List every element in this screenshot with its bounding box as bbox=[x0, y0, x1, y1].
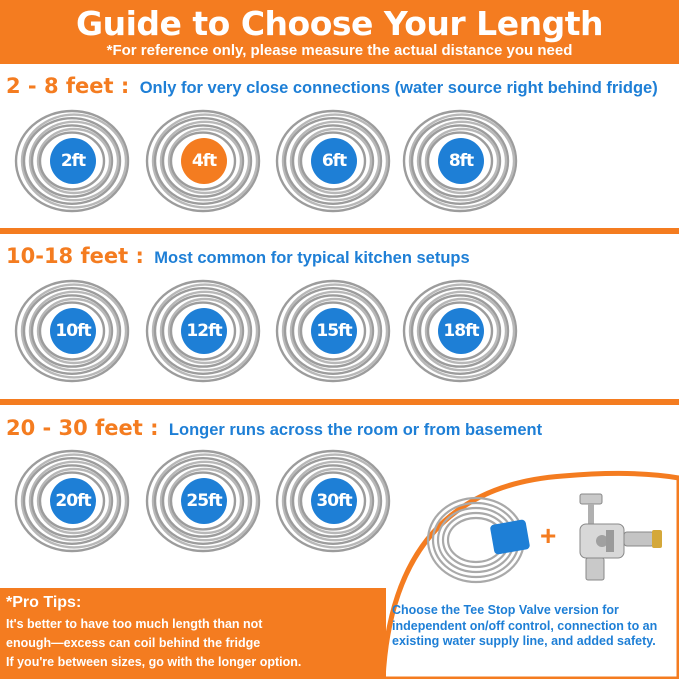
length-badge: 10ft bbox=[50, 308, 96, 354]
section-range: 20 - 30 feet : bbox=[6, 416, 159, 440]
length-badge: 6ft bbox=[311, 138, 357, 184]
length-badge: 12ft bbox=[181, 308, 227, 354]
length-option-1 bbox=[145, 448, 263, 554]
pro-tips-box bbox=[0, 588, 386, 679]
tee-stop-valve-icon bbox=[572, 490, 672, 590]
page-subtitle: *For reference only, please measure the actual distance you need bbox=[106, 42, 573, 59]
length-badge: 4ft bbox=[181, 138, 227, 184]
section-description: Longer runs across the room or from basement bbox=[168, 421, 543, 439]
length-badge: 18ft bbox=[438, 308, 484, 354]
page-title: Guide to Choose Your Length bbox=[76, 4, 603, 43]
length-option-2 bbox=[275, 278, 393, 384]
length-option-0 bbox=[14, 448, 132, 554]
length-option-0 bbox=[14, 278, 132, 384]
pro-tips-title: *Pro Tips: bbox=[6, 594, 82, 611]
length-badge: 2ft bbox=[50, 138, 96, 184]
length-option-1 bbox=[145, 108, 263, 214]
pro-tip-line: It's better to have too much length than not bbox=[6, 617, 263, 631]
length-option-1 bbox=[145, 278, 263, 384]
coiled-hose-image bbox=[422, 488, 534, 588]
section-title-medium bbox=[6, 244, 470, 268]
section-divider bbox=[0, 228, 679, 234]
length-option-3 bbox=[402, 278, 520, 384]
section-description: Only for very close connections (water source right behind fridge) bbox=[139, 79, 658, 97]
length-badge: 8ft bbox=[438, 138, 484, 184]
valve-description: Choose the Tee Stop Valve version for independent on/off control, connection to an existing water supply line, and added safety. bbox=[392, 603, 658, 648]
section-description: Most common for typical kitchen setups bbox=[154, 249, 470, 267]
length-badge: 15ft bbox=[311, 308, 357, 354]
plus-sign: + bbox=[540, 520, 557, 551]
pro-tip-line: If you're between sizes, go with the longer option. bbox=[6, 655, 302, 669]
header-banner bbox=[0, 0, 679, 64]
length-option-2 bbox=[275, 448, 393, 554]
pro-tip-line: enough—excess can coil behind the fridge bbox=[6, 636, 261, 650]
section-title-short bbox=[6, 74, 658, 98]
section-range: 10-18 feet : bbox=[6, 244, 144, 268]
length-badge: 25ft bbox=[181, 478, 227, 524]
length-badge: 30ft bbox=[311, 478, 357, 524]
length-option-2 bbox=[275, 108, 393, 214]
section-divider bbox=[0, 399, 679, 405]
section-range: 2 - 8 feet : bbox=[6, 74, 130, 98]
length-option-3 bbox=[402, 108, 520, 214]
length-option-0 bbox=[14, 108, 132, 214]
section-title-long bbox=[6, 416, 542, 440]
length-badge: 20ft bbox=[50, 478, 96, 524]
